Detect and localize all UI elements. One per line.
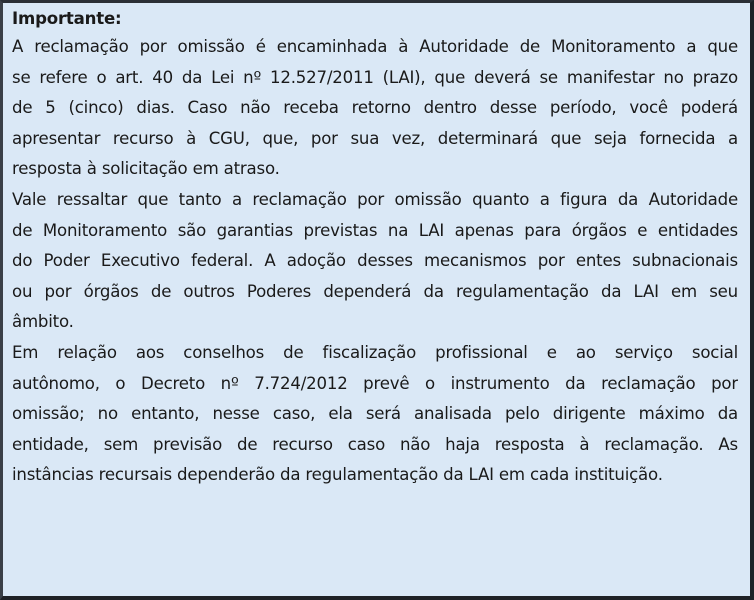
- text-line: Em relação aos conselhos de fiscalização profissional e ao serviço social: [12, 342, 738, 362]
- text-line: autônomo, o Decreto nº 7.724/2012 prevê o instrumento da reclamação por: [12, 373, 738, 393]
- text-line: ou por órgãos de outros Poderes dependerá da regulamentação da LAI em seu: [12, 281, 738, 301]
- paragraph-executive-scope: [12, 185, 738, 338]
- text-line: entidade, sem previsão de recurso caso não haja resposta à reclamação. As: [12, 434, 738, 454]
- text-line: omissão; no entanto, nesse caso, ela será analisada pelo dirigente máximo da: [12, 404, 738, 424]
- text-line: de 5 (cinco) dias. Caso não receba retorno dentro desse período, você poderá: [12, 98, 738, 118]
- text-line: se refere o art. 40 da Lei nº 12.527/2011 (LAI), que deverá se manifestar no prazo: [12, 67, 738, 87]
- text-line: instâncias recursais dependerão da regulamentação da LAI em cada instituição.: [12, 465, 663, 485]
- paragraph-omission-complaint: [12, 32, 738, 185]
- text-line: Vale ressaltar que tanto a reclamação por omissão quanto a figura da Autoridade: [12, 189, 738, 209]
- text-line: resposta à solicitação em atraso.: [12, 159, 280, 179]
- text-line: do Poder Executivo federal. A adoção desses mecanismos por entes subnacionais: [12, 251, 738, 271]
- text-line: de Monitoramento são garantias previstas na LAI apenas para órgãos e entidades: [12, 220, 738, 240]
- text-line: A reclamação por omissão é encaminhada à Autoridade de Monitoramento a que: [12, 37, 738, 56]
- text-line: apresentar recurso à CGU, que, por sua vez, determinará que seja fornecida a: [12, 128, 738, 148]
- note-title: Importante:: [12, 9, 122, 28]
- text-line: âmbito.: [12, 312, 74, 332]
- paragraph-professional-councils: [12, 338, 738, 491]
